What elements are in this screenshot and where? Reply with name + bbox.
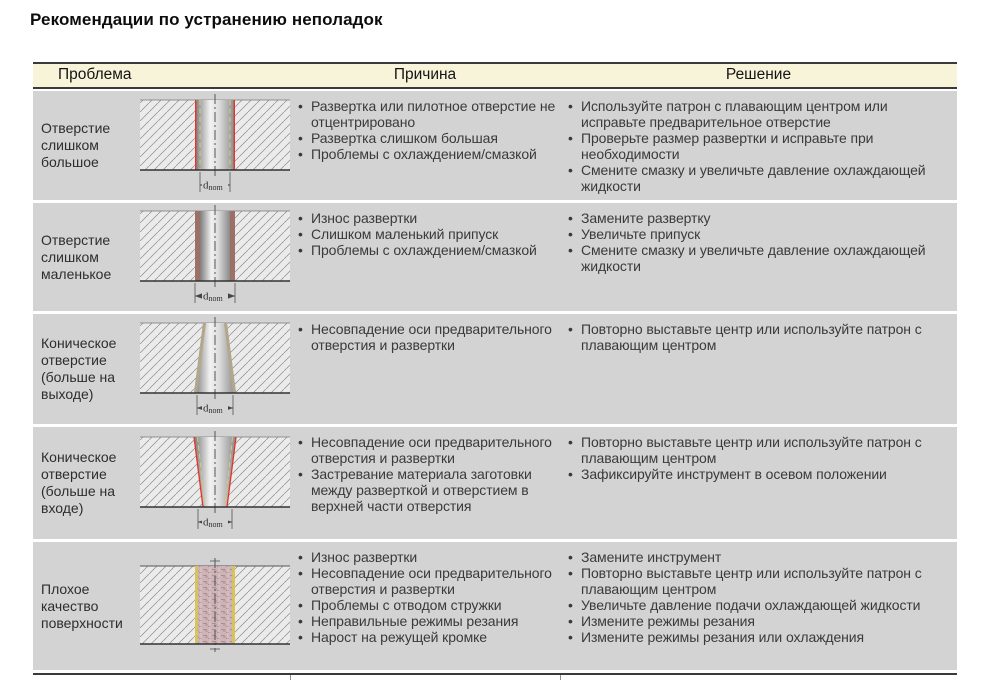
column-divider-tick: [290, 675, 291, 680]
tapered-hole-entry-diagram: [140, 431, 290, 535]
cause-item: • Несовпадение оси предварительного отверстия и развертки: [296, 565, 556, 597]
cause-cell: [290, 91, 560, 200]
solution-item: • Увеличьте припуск: [566, 226, 953, 242]
cause-cell: [290, 203, 560, 311]
solution-cell: [560, 314, 957, 424]
table-row: [33, 542, 957, 670]
dnom-label: dnom: [203, 290, 223, 303]
column-header-solution: Решение: [725, 66, 792, 83]
troubleshooting-table: [33, 62, 957, 680]
hole-too-small-diagram: [140, 205, 290, 309]
solution-item: • Увеличьте давление подачи охлаждающей жидкости: [566, 597, 953, 613]
cause-item: • Износ развертки: [296, 210, 556, 226]
dnom-label: dnom: [203, 516, 223, 529]
solution-item: • Замените развертку: [566, 210, 953, 226]
cause-item: • Развертка слишком большая: [296, 130, 556, 146]
solution-item: • Зафиксируйте инструмент в осевом положении: [566, 466, 953, 482]
solution-cell: [560, 542, 957, 670]
cause-cell: [290, 314, 560, 424]
table-header-row: [33, 62, 957, 89]
solution-item: • Повторно выставьте центр или используйте патрон с плавающим центром: [566, 434, 953, 466]
problem-cell: [33, 542, 140, 670]
problem-label: Коническое отверстие (больше на выходе): [41, 335, 117, 402]
solution-item: • Измените режимы резания или охлаждения: [566, 629, 953, 645]
solution-cell: [560, 203, 957, 311]
solution-item: • Повторно выставьте центр или используйте патрон с плавающим центром: [566, 321, 953, 353]
cause-item: • Застревание материала заготовки между разверткой и отверстием в верхней части отверстия: [296, 466, 556, 514]
cause-item: • Несовпадение оси предварительного отверстия и развертки: [296, 434, 556, 466]
problem-label: Плохое качество поверхности: [41, 580, 123, 631]
poor-surface-diagram: [140, 556, 290, 656]
cause-item: • Развертка или пилотное отверстие не отцентрировано: [296, 98, 556, 130]
column-header-problem: Проблема: [58, 66, 132, 83]
cause-item: • Проблемы с охлаждением/смазкой: [296, 242, 556, 258]
diagram-cell: [140, 542, 290, 670]
solution-list: [566, 210, 953, 274]
dnom-label: dnom: [203, 402, 223, 415]
cause-item: • Неправильные режимы резания: [296, 613, 556, 629]
cause-list: [296, 549, 556, 645]
cause-list: [296, 434, 556, 514]
solution-item: • Смените смазку и увеличьте давление охлаждающей жидкости: [566, 162, 953, 194]
cause-item: • Износ развертки: [296, 549, 556, 565]
solution-list: [566, 434, 953, 482]
cause-cell: [290, 427, 560, 539]
page-title: Рекомендации по устранению неполадок: [30, 10, 383, 29]
column-divider-tick: [560, 675, 561, 680]
cause-item: • Проблемы с отводом стружки: [296, 597, 556, 613]
dnom-label: dnom: [203, 179, 223, 192]
solution-item: • Проверьте размер развертки и исправьте при необходимости: [566, 130, 953, 162]
cause-cell: [290, 542, 560, 670]
table-row: [33, 314, 957, 424]
solution-item: • Повторно выставьте центр или используйте патрон с плавающим центром: [566, 565, 953, 597]
diagram-cell: [140, 427, 290, 539]
cause-item: • Несовпадение оси предварительного отверстия и развертки: [296, 321, 556, 353]
problem-cell: [33, 427, 140, 539]
diagram-cell: [140, 203, 290, 311]
solution-cell: [560, 91, 957, 200]
cause-item: • Слишком маленький припуск: [296, 226, 556, 242]
diagram-cell: [140, 314, 290, 424]
cause-list: [296, 98, 556, 162]
cause-item: • Нарост на режущей кромке: [296, 629, 556, 645]
diagram-cell: [140, 91, 290, 200]
table-row: [33, 203, 957, 311]
solution-list: [566, 549, 953, 645]
solution-cell: [560, 427, 957, 539]
problem-label: Отверстие слишком маленькое: [41, 231, 112, 282]
problem-cell: [33, 203, 140, 311]
table-bottom-rule: [33, 673, 957, 680]
cause-list: [296, 321, 556, 353]
hole-too-large-diagram: [140, 94, 290, 198]
problem-label: Отверстие слишком большое: [41, 120, 111, 170]
problem-cell: [33, 91, 140, 200]
solution-list: [566, 98, 953, 194]
column-header-cause: Причина: [393, 66, 457, 83]
table-row: [33, 91, 957, 200]
problem-cell: [33, 314, 140, 424]
solution-item: • Используйте патрон с плавающим центром или исправьте предварительное отверстие: [566, 98, 953, 130]
solution-list: [566, 321, 953, 353]
solution-item: • Измените режимы резания: [566, 613, 953, 629]
tapered-hole-exit-diagram: [140, 317, 290, 421]
solution-item: • Замените инструмент: [566, 549, 953, 565]
problem-label: Коническое отверстие (больше на входе): [41, 449, 117, 516]
cause-list: [296, 210, 556, 258]
solution-item: • Смените смазку и увеличьте давление охлаждающей жидкости: [566, 242, 953, 274]
cause-item: • Проблемы с охлаждением/смазкой: [296, 146, 556, 162]
table-row: [33, 427, 957, 539]
